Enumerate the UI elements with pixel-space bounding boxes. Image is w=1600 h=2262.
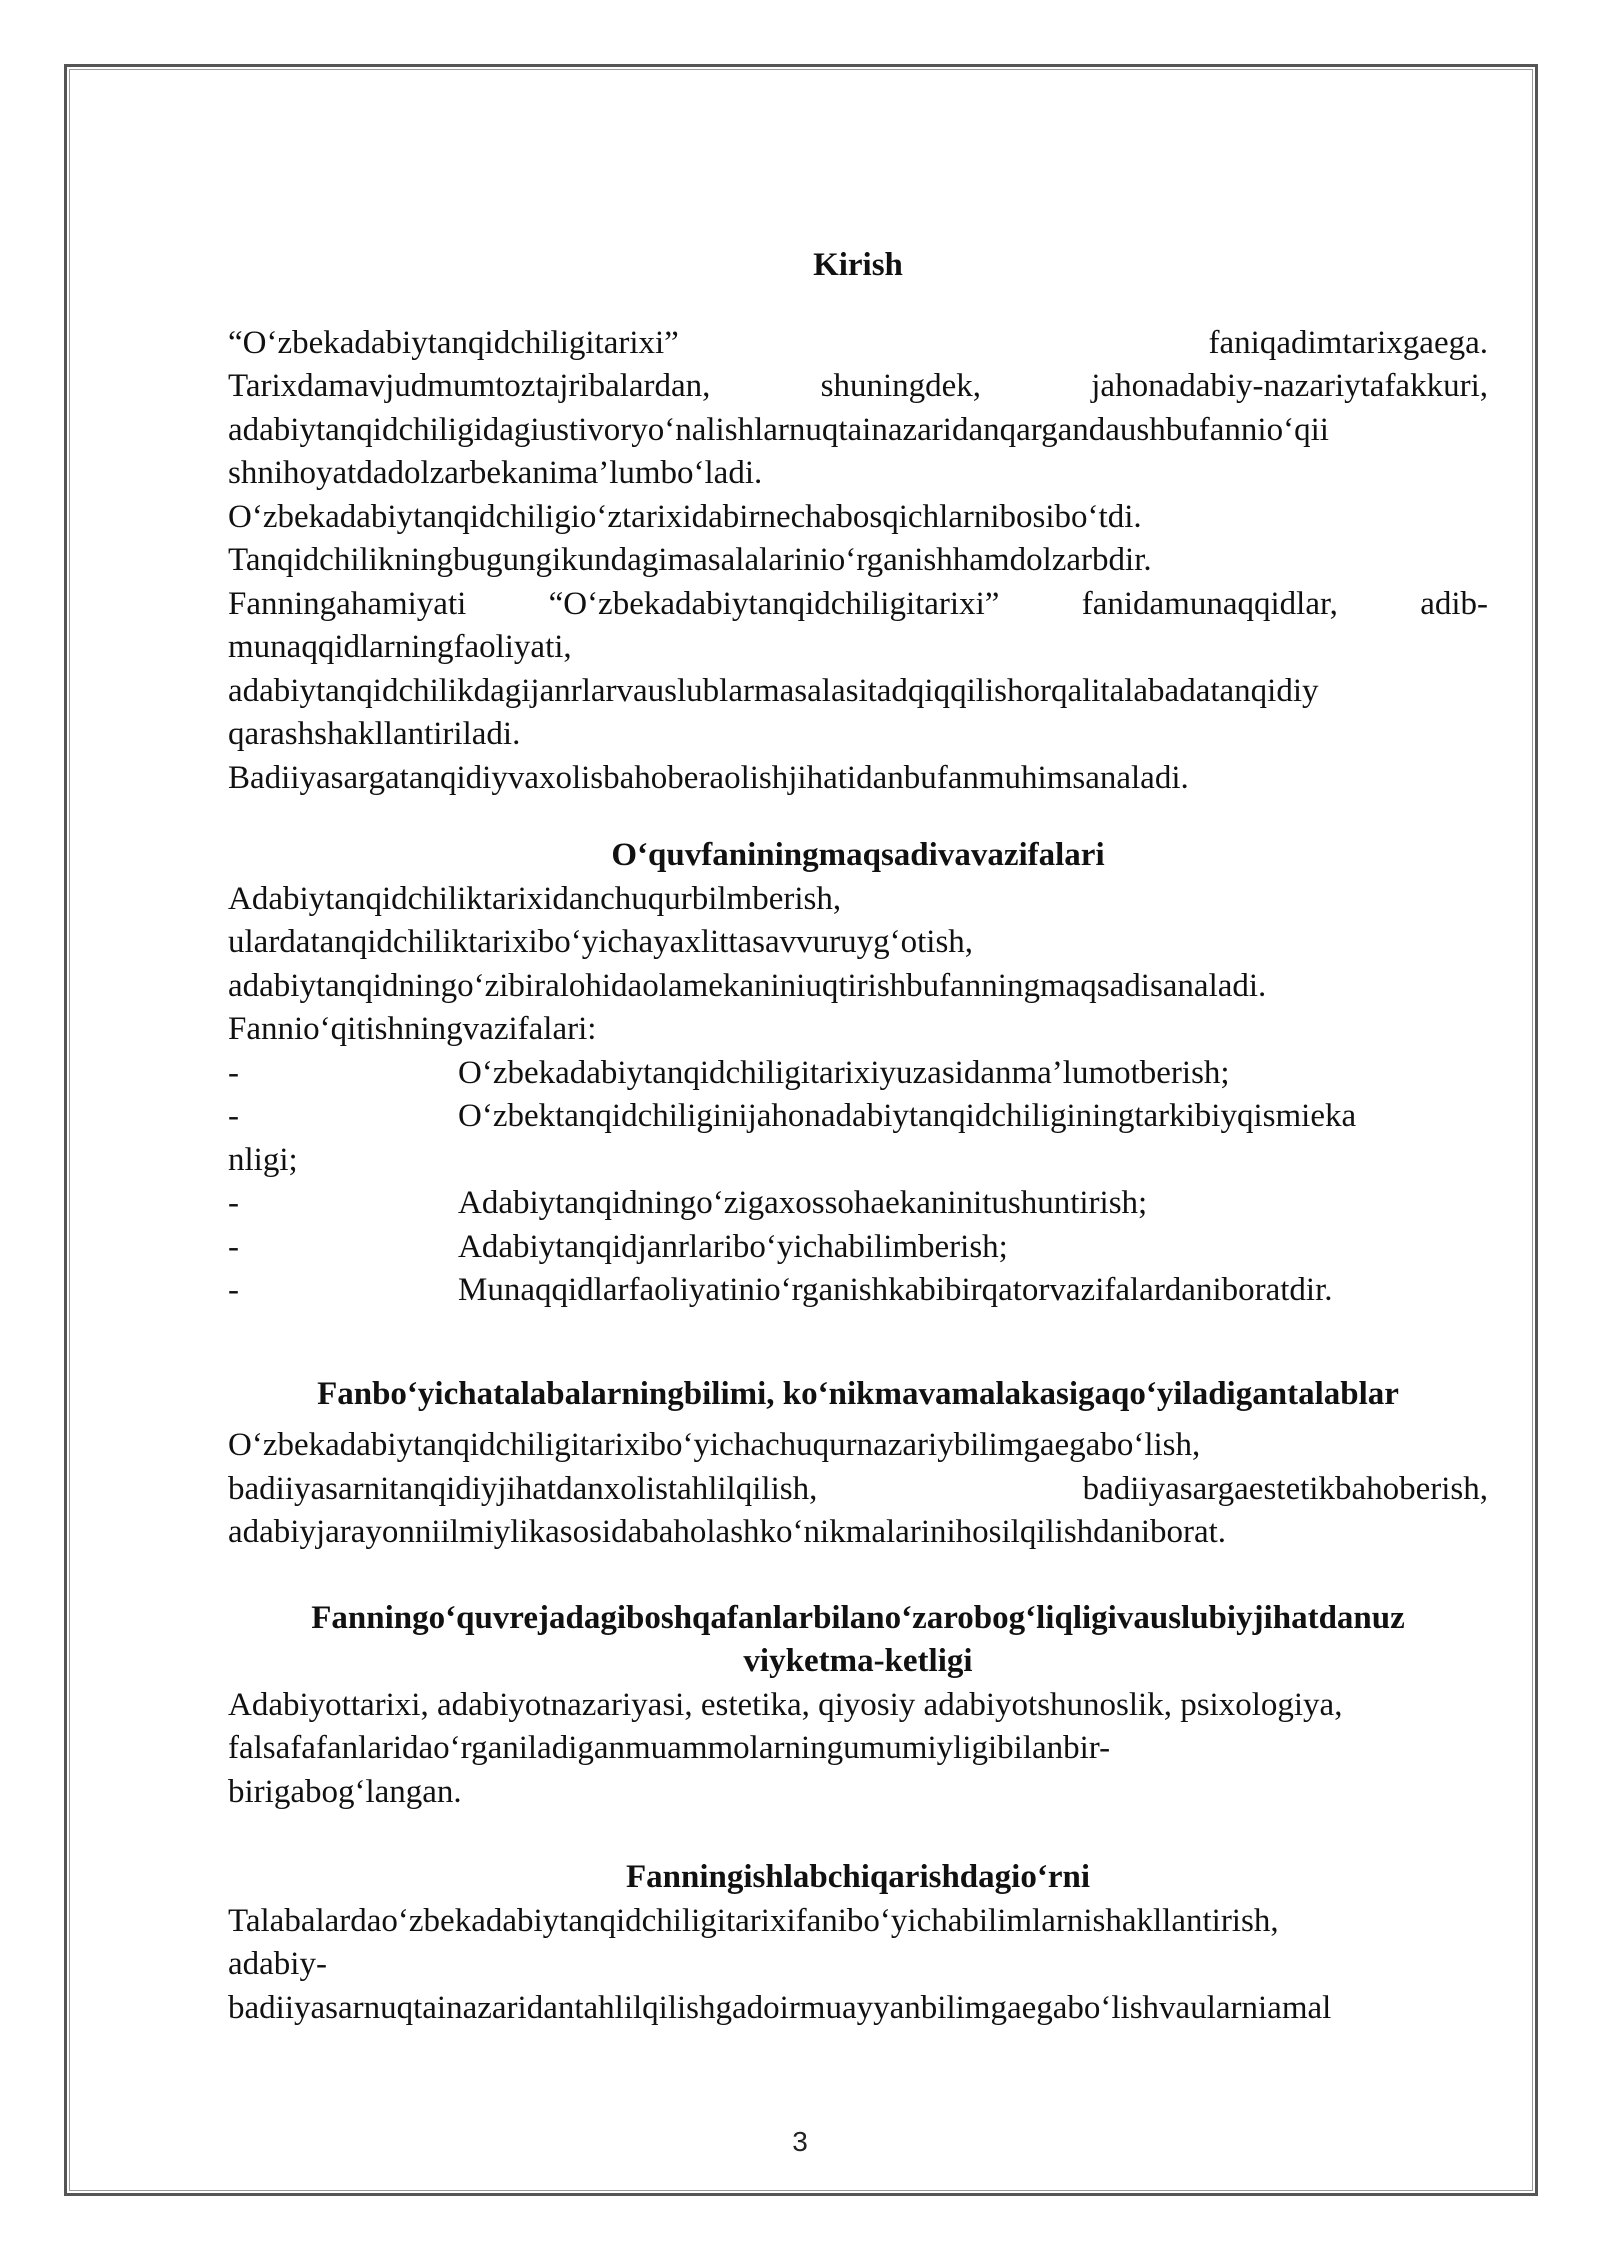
production-heading: Fanningishlabchiqarishdagio‘rni [626,1859,1090,1895]
list-item [228,1269,1488,1313]
list-item [228,1182,1488,1226]
list-item [228,1095,1488,1139]
dash-bullet: - [228,1185,239,1221]
goals-line: Fannio‘qitishningvazifalari: [228,1011,597,1047]
intro-line: adabiytanqidchilikdagijanrlarvauslublarmasalasitadqiqqilishorqalitalabadatanqidiy [228,672,1319,709]
intro-paragraph [228,322,1488,801]
production-section [228,1856,1488,2030]
goals-line: ulardatanqidchiliktarixibo‘yichayaxlittasavvuruyg‘otish, [228,924,974,960]
list-item-text: O‘zbektanqidchiliginijahonadabiytanqidchiliginingtarkibiyqismieka [458,1098,1357,1134]
goals-line: adabiytanqidningo‘zibiralohidaolamekaniniuqtirishbufanningmaqsadisanaladi. [228,967,1267,1004]
requirements-line: badiiyasargaestetikbahoberish, [1082,1470,1488,1507]
intro-line: Tanqidchilikningbugungikundagimasalalarinio‘rganishhamdolzarbdir. [228,542,1152,578]
dash-bullet: - [228,1054,239,1091]
intro-line: faniqadimtarixgaega. [1208,324,1488,361]
links-line: Adabiyottarixi, adabiyotnazariyasi, estetika, qiyosiy adabiyotshunoslik, psixologiya, [228,1686,1343,1723]
requirements-line: badiiyasarnitanqidiyjihatdanxolistahlilqilish, [228,1470,818,1507]
links-heading-line: Fanningo‘quvrejadagiboshqafanlarbilano‘zarobog‘liqligivauslubiyjihatdanuz [311,1599,1405,1636]
page-number: 3 [792,2126,808,2157]
requirements-heading: Fanbo‘yichatalabalarningbilimi, ko‘nikmavamalakasigaqo‘yiladigantalablar [317,1375,1399,1412]
links-line: birigabog‘langan. [228,1773,462,1810]
intro-line: Fanningahamiyati “O‘zbekadabiytanqidchiligitarixi” fanidamunaqqidlar, adib- [228,585,1488,622]
list-item-text: O‘zbekadabiytanqidchiligitarixiyuzasidanma’lumotberish; [458,1054,1230,1091]
page-title: Kirish [813,247,903,283]
list-item-text: Munaqqidlarfaoliyatinio‘rganishkabibirqatorvazifalardaniboratdir. [458,1272,1333,1308]
list-item-text: Adabiytanqidningo‘zigaxossohaekaninitushuntirish; [458,1185,1148,1221]
intro-line: O‘zbekadabiytanqidchiligio‘ztarixidabirnechabosqichlarnibosibo‘tdi. [228,498,1142,535]
list-item [228,1052,1488,1096]
dash-bullet: - [228,1098,239,1134]
dash-bullet: - [228,1228,239,1265]
goals-line: Adabiytanqidchiliktarixidanchuqurbilmberish, [228,880,842,917]
requirements-line: O‘zbekadabiytanqidchiligitarixibo‘yichachuqurnazariybilimgaegabo‘lish, [228,1427,1201,1463]
document-body [228,244,1488,2030]
requirements-line: adabiyjarayonniilmiylikasosidabaholashko‘nikmalarinihosilqilishdaniborat. [228,1514,1227,1550]
intro-line: Tarixdamavjudmumtoztajribalardan, shuningdek, jahonadabiy-nazariytafakkuri, [228,368,1488,404]
list-item-text: Adabiytanqidjanrlaribo‘yichabilimberish; [458,1228,1008,1265]
production-line: Talabalardao‘zbekadabiytanqidchiligitarixifanibo‘yichabilimlarnishakllantirish, [228,1902,1279,1939]
dash-bullet: - [228,1272,239,1308]
intro-line: shnihoyatdadolzarbekanima’lumbo‘ladi. [228,455,763,491]
production-line: badiiyasarnuqtainazaridantahlilqilishgadoirmuayyanbilimgaegabo‘lishvaularniamal [228,1989,1332,2026]
intro-line: adabiytanqidchiligidagiustivoryo‘nalishlarnuqtainazaridanqargandaushbufannio‘qii [228,411,1329,448]
intro-line: “O‘zbekadabiytanqidchiligitarixi” [228,324,679,361]
requirements-section [228,1373,1488,1555]
links-line: falsafafanlaridao‘rganiladiganmuammolarningumumiyligibilanbir- [228,1730,1111,1766]
links-heading [228,1597,1488,1684]
production-line: adabiy- [228,1946,327,1982]
goals-heading: O‘quvfaniningmaqsadivavazifalari [611,837,1105,873]
list-item-continuation: nligi; [228,1141,298,1178]
links-heading-line: viyketma-ketligi [743,1643,973,1679]
intro-line: qarashshakllantiriladi. [228,716,521,752]
list-item [228,1226,1488,1270]
intro-line: Badiiyasargatanqidiyvaxolisbahoberaolishjihatidanbufanmuhimsanaladi. [228,759,1189,796]
links-section [228,1597,1488,1815]
goals-section [228,834,1488,1313]
intro-line: munaqqidlarningfaoliyati, [228,629,572,665]
